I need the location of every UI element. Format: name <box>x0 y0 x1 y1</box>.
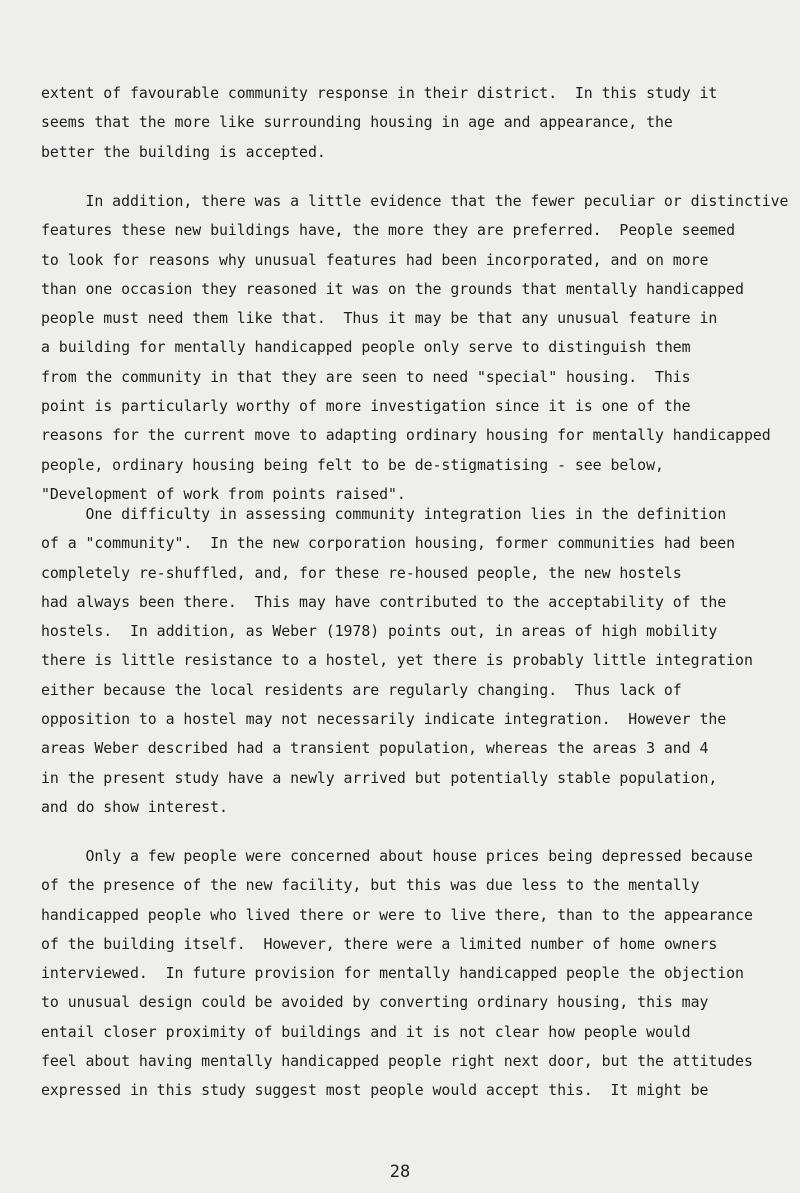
text-line: point is particularly worthy of more investigation since it is one of the <box>41 397 691 416</box>
text-line: than one occasion they reasoned it was on the grounds that mentally handicapped <box>41 279 744 298</box>
text-line: of the presence of the new facility, but this was due less to the mentally <box>41 876 700 895</box>
text-line: expressed in this study suggest most people would accept this. It might be <box>41 1081 709 1100</box>
text-line: entail closer proximity of buildings and it is not clear how people would <box>41 1022 691 1041</box>
text-line: either because the local residents are regularly changing. Thus lack of <box>41 680 682 699</box>
text-line: reasons for the current move to adapting ordinary housing for mentally handicapped <box>41 426 771 445</box>
text-line: handicapped people who lived there or were to live there, than to the appearance <box>41 905 753 924</box>
text-line: features these new buildings have, the more they are preferred. People seemed <box>41 221 736 240</box>
paragraph <box>41 500 800 822</box>
text-line: hostels. In addition, as Weber (1978) points out, in areas of high mobility <box>41 622 718 641</box>
paragraph <box>41 187 800 509</box>
text-line: better the building is accepted. <box>41 142 326 161</box>
text-line: had always been there. This may have contributed to the acceptability of the <box>41 592 727 611</box>
text-line: seems that the more like surrounding housing in age and appearance, the <box>41 113 673 132</box>
text-line: to unusual design could be avoided by converting ordinary housing, this may <box>41 993 709 1012</box>
text-line: One difficulty in assessing community integration lies in the definition <box>41 505 727 523</box>
text-line: people, ordinary housing being felt to be de-stigmatising - see below, <box>41 455 664 474</box>
text-line: interviewed. In future provision for mentally handicapped people the objection <box>41 964 744 983</box>
text-line: opposition to a hostel may not necessarily indicate integration. However the <box>41 710 727 729</box>
text-line: in the present study have a newly arrived but potentially stable population, <box>41 768 718 787</box>
text-line: and do show interest. <box>41 797 228 816</box>
page-number: 28 <box>389 1162 411 1182</box>
text-line: there is little resistance to a hostel, yet there is probably little integration <box>41 651 753 670</box>
text-line: Only a few people were concerned about house prices being depressed because <box>41 847 753 865</box>
paragraph <box>41 842 800 1106</box>
text-line: to look for reasons why unusual features had been incorporated, and on more <box>41 250 709 269</box>
text-line: of the building itself. However, there were a limited number of home owners <box>41 934 718 953</box>
text-line: "Development of work from points raised". <box>41 484 406 503</box>
text-line: people must need them like that. Thus it may be that any unusual feature in <box>41 309 718 328</box>
text-line: from the community in that they are seen to need "special" housing. This <box>41 367 691 386</box>
text-line: areas Weber described had a transient population, whereas the areas 3 and 4 <box>41 739 709 758</box>
text-line: feel about having mentally handicapped people right next door, but the attitudes <box>41 1052 753 1071</box>
text-line: a building for mentally handicapped people only serve to distinguish them <box>41 338 691 357</box>
text-line: completely re-shuffled, and, for these re-housed people, the new hostels <box>41 563 682 582</box>
text-line: of a "community". In the new corporation housing, former communities had been <box>41 534 736 553</box>
paragraph <box>41 79 800 167</box>
text-line: In addition, there was a little evidence that the fewer peculiar or distinctive <box>41 192 789 210</box>
text-line: extent of favourable community response in their district. In this study it <box>41 84 718 102</box>
